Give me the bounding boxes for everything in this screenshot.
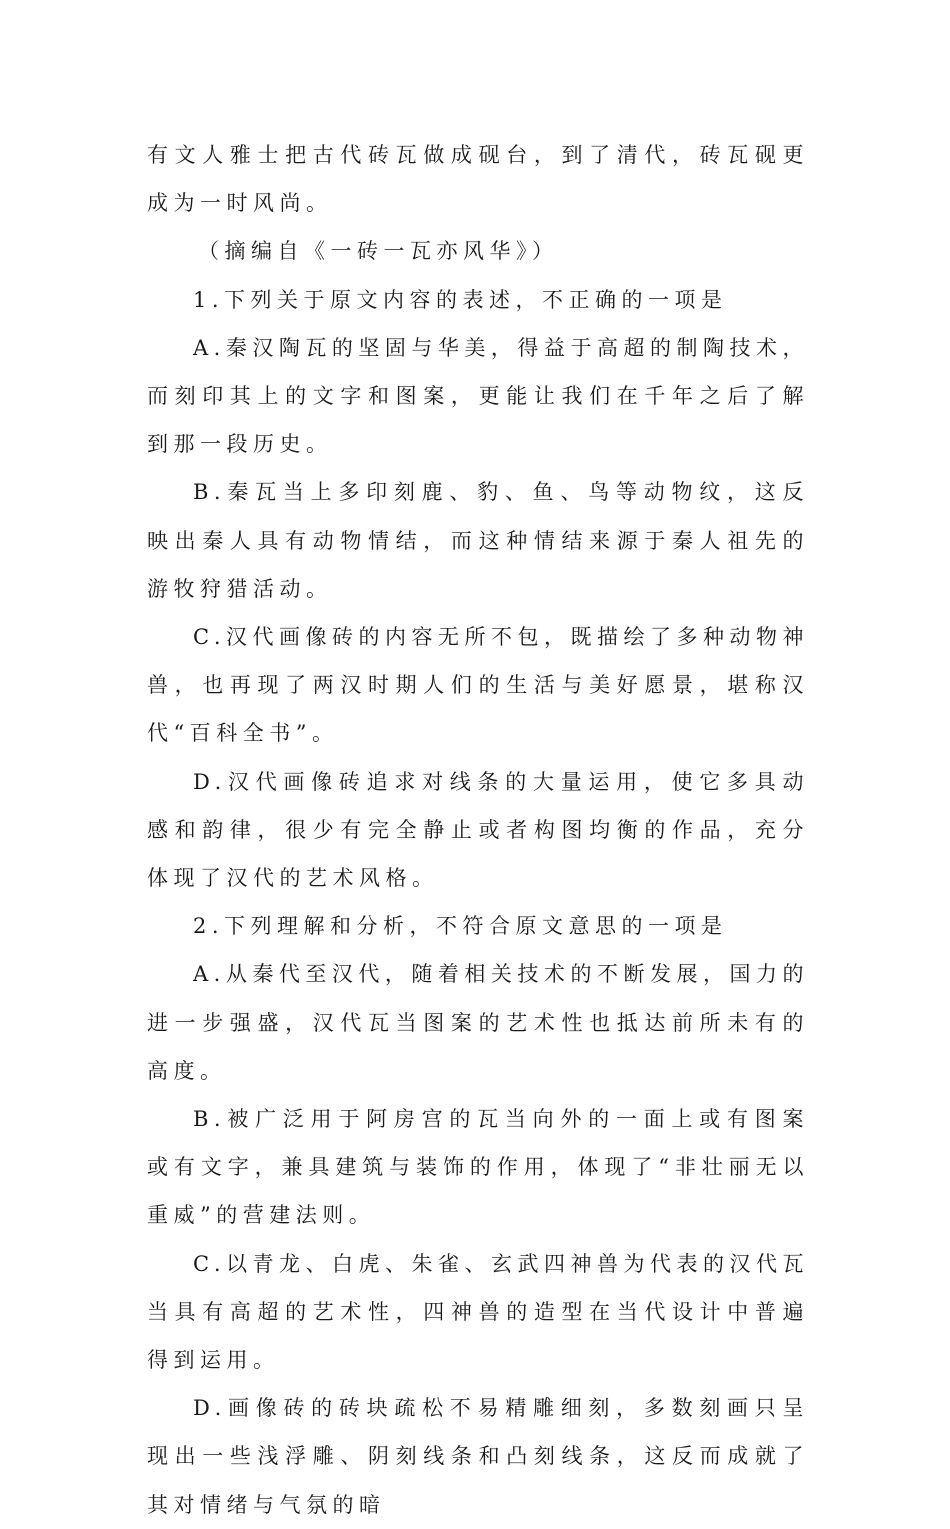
source-citation: （摘编自《一砖一瓦亦风华》） [198,239,559,264]
article-body [147,131,809,1529]
paragraph-continuation: 有文人雅士把古代砖瓦做成砚台，到了清代，砖瓦砚更成为一时风尚。 [147,143,809,216]
question-1-stem: 1.下列关于原文内容的表述，不正确的一项是 [193,287,728,312]
question-1-option-a: A.秦汉陶瓦的坚固与华美，得益于高超的制陶技术，而刻印其上的文字和图案，更能让我们在千年之后了解到那一段历史。 [147,335,809,457]
question-2-option-a: A.从秦代至汉代，随着相关技术的不断发展，国力的进一步强盛，汉代瓦当图案的艺术性也抵达前所未有的高度。 [147,962,809,1083]
question-2-option-b: B.被广泛用于阿房宫的瓦当向外的一面上或有图案或有文字，兼具建筑与装饰的作用，体现了“非壮丽无以重威”的营建法则。 [147,1107,809,1228]
question-2-option-d: D.画像砖的砖块疏松不易精雕细刻，多数刻画只呈现出一些浅浮雕、阴刻线条和凸刻线条，这反而成就了其对情绪与气氛的暗 [147,1396,809,1517]
question-1-option-b: B.秦瓦当上多印刻鹿、豹、鱼、鸟等动物纹，这反映出秦人具有动物情结，而这种情结来源于秦人祖先的游牧狩猎活动。 [147,480,809,601]
question-2-option-c: C.以青龙、白虎、朱雀、玄武四神兽为代表的汉代瓦当具有高超的艺术性，四神兽的造型在当代设计中普遍得到运用。 [147,1251,809,1373]
question-1-option-d: D.汉代画像砖追求对线条的大量运用，使它多具动感和韵律，很少有完全静止或者构图均衡的作品，充分体现了汉代的艺术风格。 [147,769,809,891]
question-1-option-c: C.汉代画像砖的内容无所不包，既描绘了多种动物神兽，也再现了两汉时期人们的生活与美好愿景，堪称汉代“百科全书”。 [147,625,809,746]
question-2-stem: 2.下列理解和分析，不符合原文意思的一项是 [193,914,728,939]
